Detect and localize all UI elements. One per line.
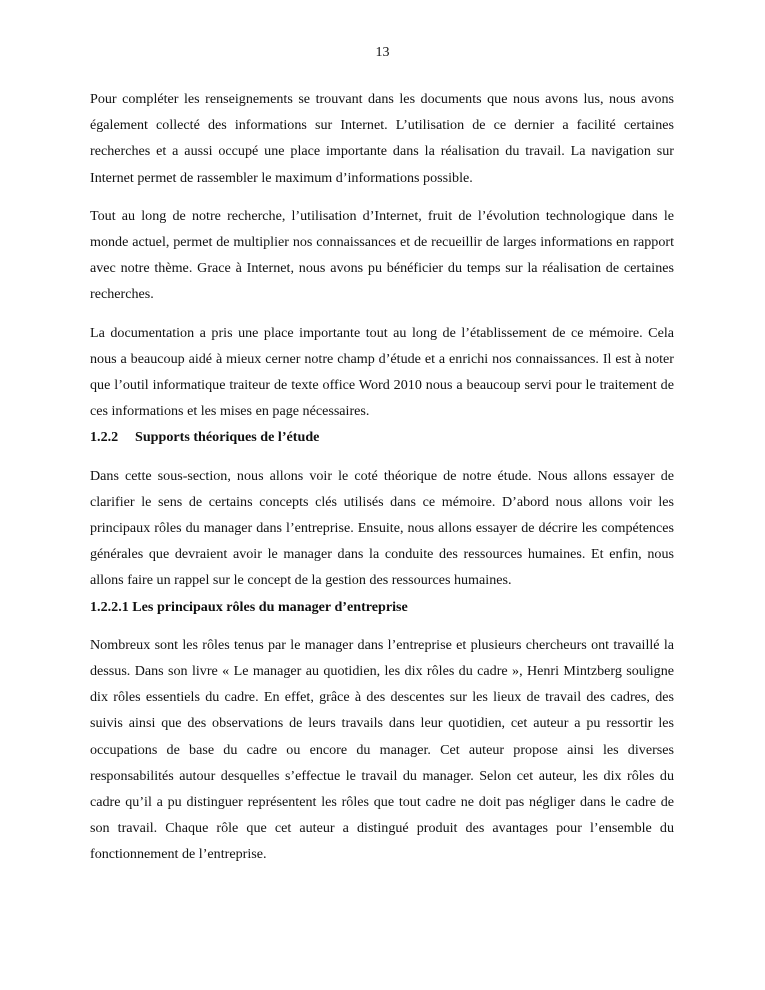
section-heading-supports-theoriques: [90, 424, 674, 450]
section-title: Supports théoriques de l’étude: [135, 429, 320, 446]
paragraph-subsection-intro: Dans cette sous-section, nous allons voir le coté théorique de notre étude. Nous allons essayer de clarifier le sens de certains concepts clés utilisés dans ce mémoire. D’abord nous allons voir les principaux rôles du manager dans l’entreprise. Ensuite, nous allons essayer de décrire les compétences générales que devraient avoir le manager dans la conduite des ressources humaines. Et enfin, nous allons faire un rappel sur le concept de la gestion des ressources humaines.: [90, 467, 674, 589]
paragraph-internet-research: Pour compléter les renseignements se trouvant dans les documents que nous avons lus, nous avons également collecté des informations sur Internet. L’utilisation de ce dernier a facilité certaines recherches et a aussi occupé une place importante dans la réalisation du travail. La navigation sur Internet permet de rassembler le maximum d’informations possible.: [90, 91, 674, 186]
document-body: [90, 86, 674, 868]
page-number: 13: [375, 45, 390, 60]
paragraph-documentation: La documentation a pris une place importante tout au long de l’établissement de ce mémoire. Cela nous a beaucoup aidé à mieux cerner notre champ d’étude et a enrichi nos connaissances. Il est à noter que l’outil informatique traiteur de texte office Word 2010 nous a beaucoup servi pour le traitement de ces informations et les mises en page nécessaires.: [90, 324, 674, 420]
paragraph-internet-benefits: Tout au long de notre recherche, l’utilisation d’Internet, fruit de l’évolution technologique dans le monde actuel, permet de multiplier nos connaissances et de recueillir de larges informations en rapport avec notre thème. Grace à Internet, nous avons pu bénéficier du temps sur la réalisation de certaines recherches.: [90, 207, 674, 303]
subsection-heading-roles-manager: 1.2.2.1 Les principaux rôles du manager d’entreprise: [90, 598, 408, 615]
paragraph-mintzberg-roles: Nombreux sont les rôles tenus par le manager dans l’entreprise et plusieurs chercheurs ont travaillé la dessus. Dans son livre « Le manager au quotidien, les dix rôles du cadre », Henri Mintzberg souligne dix rôles essentiels du cadre. En effet, grâce à des descentes sur les lieux de travail des cadres, des suivis ainsi que des observations de leurs travails dans leur quotidien, cet auteur a pu ressortir les occupations de base du cadre ou encore du manager. Cet auteur propose ainsi les diverses responsabilités autour desquelles s’effectue le travail du manager. Selon cet auteur, les dix rôles du cadre qu’il a pu distinguer représentent les rôles que tout cadre ne doit pas négliger dans le cadre de son travail. Chaque rôle que cet auteur a distingué produit des avantages pour l’ensemble du fonctionnement de l’entreprise.: [90, 636, 674, 863]
section-number: 1.2.2: [90, 429, 119, 446]
